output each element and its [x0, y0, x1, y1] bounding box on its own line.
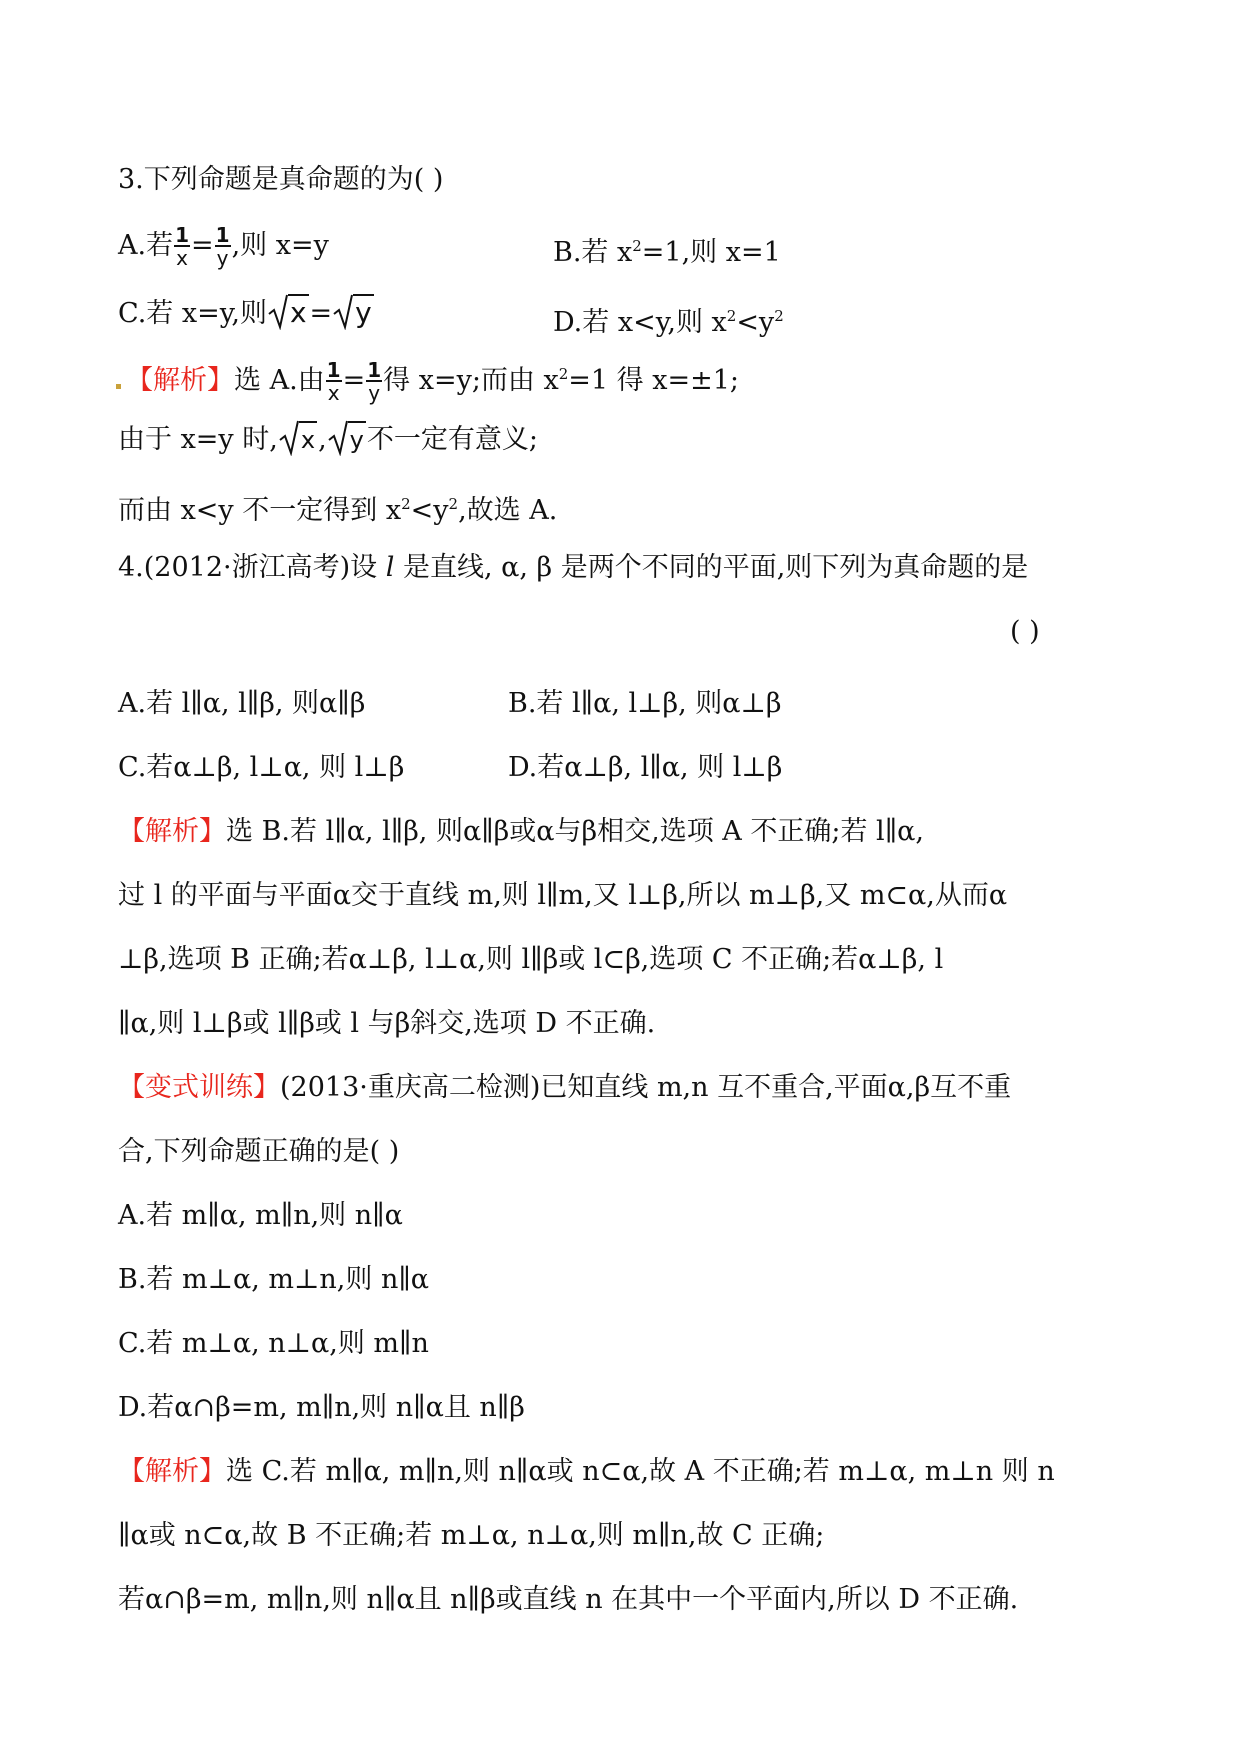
sol4-line2: 过 l 的平面与平面α交于直线 m,则 l∥m,又 l⊥β,所以 m⊥β,又 m⊂α,从而α — [118, 880, 1008, 911]
sol4-line4: ∥α,则 l⊥β或 l∥β或 l 与β斜交,选项 D 不正确. — [118, 1008, 656, 1039]
sol4-line1: 【解析】选 B.若 l∥α, l∥β, 则α∥β或α与β相交,选项 A 不正确;若 l∥α, — [118, 816, 924, 847]
variant-line1: 【变式训练】(2013·重庆高二检测)已知直线 m,n 互不重合,平面α,β互不重 — [118, 1072, 1012, 1103]
sqrt-x: x — [268, 292, 309, 336]
radical-sign-icon — [268, 294, 288, 330]
variant-option-a: A.若 m∥α, m∥n,则 n∥α — [118, 1200, 403, 1231]
fraction-1-over-y: $\frac{1}{y}$ — [215, 223, 230, 270]
sqrt-x: x — [279, 418, 317, 462]
variant-line2: 合,下列命题正确的是( ) — [118, 1136, 400, 1167]
q4-option-b: B.若 l∥α, l⊥β, 则α⊥β — [508, 688, 782, 719]
radical-sign-icon — [333, 294, 353, 330]
sol3-line3: 而由 x<y 不一定得到 $x^2<y^2$,故选 A. — [118, 495, 558, 526]
radical-sign-icon — [279, 420, 299, 456]
fraction-1-over-x: $\frac{1}{x}$ — [175, 223, 190, 270]
q4-stem: 4.(2012·浙江高考)设 l 是直线, α, β 是两个不同的平面,则下列为真命题的是 — [118, 552, 1029, 583]
sol3-line1: 【解析】选 A.由 $\frac{1}{x}$ = $\frac{1}{y}$ 得 x=y;而由 $x^2=1$ 得 x=±1; — [126, 358, 739, 405]
q3-stem: 3.下列命题是真命题的为( ) — [118, 164, 444, 195]
sqrt-y: y — [328, 418, 366, 462]
q3-option-c: C.若 x=y,则 x = y — [118, 292, 375, 336]
variant-option-c: C.若 m⊥α, n⊥α,则 m∥n — [118, 1328, 429, 1359]
q4-answer-paren: ( ) — [1010, 616, 1040, 647]
solution-tag: 【解析】 — [118, 816, 226, 847]
q3-option-d: D.若 x<y,则 $x^2<y^2$ — [553, 307, 784, 338]
q3-option-b: B.若 $x^2=1$,则 x=1 — [553, 237, 781, 268]
sol5-line1: 【解析】选 C.若 m∥α, m∥n,则 n∥α或 n⊂α,故 A 不正确;若 m⊥α, m⊥n 则 n — [118, 1456, 1055, 1487]
sol4-line3: ⊥β,选项 B 正确;若α⊥β, l⊥α,则 l∥β或 l⊂β,选项 C 不正确;若α⊥β, l — [118, 944, 944, 975]
solution-tag: 【解析】 — [126, 365, 234, 396]
radical-sign-icon — [328, 420, 348, 456]
q4-option-d: D.若α⊥β, l∥α, 则 l⊥β — [508, 752, 783, 783]
sol5-line3: 若α∩β=m, m∥n,则 n∥α且 n∥β或直线 n 在其中一个平面内,所以 D 不正确. — [118, 1584, 1019, 1615]
variant-tag: 【变式训练】 — [118, 1072, 280, 1103]
variant-option-b: B.若 m⊥α, m⊥n,则 n∥α — [118, 1264, 430, 1295]
q4-option-a: A.若 l∥α, l∥β, 则α∥β — [118, 688, 366, 719]
marker-dot — [116, 384, 121, 389]
fraction-1-over-x: $\frac{1}{x}$ — [326, 358, 341, 405]
sol5-line2: ∥α或 n⊂α,故 B 不正确;若 m⊥α, n⊥α,则 m∥n,故 C 正确; — [118, 1520, 825, 1551]
sol3-line2: 由于 x=y 时, x , y 不一定有意义; — [118, 418, 538, 462]
fraction-1-over-y: $\frac{1}{y}$ — [367, 358, 382, 405]
q4-option-c: C.若α⊥β, l⊥α, 则 l⊥β — [118, 752, 405, 783]
solution-tag: 【解析】 — [118, 1456, 226, 1487]
variant-option-d: D.若α∩β=m, m∥n,则 n∥α且 n∥β — [118, 1392, 525, 1423]
q3-option-a: A.若 $\frac{1}{x}$ = $\frac{1}{y}$ ,则 x=y — [118, 223, 329, 270]
sqrt-y: y — [333, 292, 374, 336]
